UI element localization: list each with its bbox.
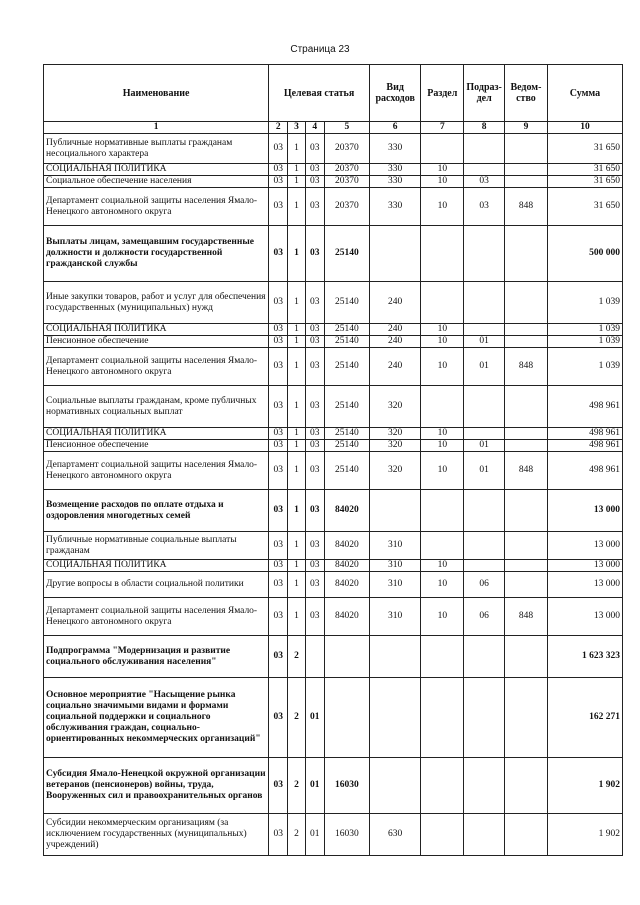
row-name-cell: Выплаты лицам, замещавшим государственные должности и должности государственной гражданской службы xyxy=(44,226,269,282)
expense-type-cell xyxy=(369,636,420,678)
target-code-cell: 03 xyxy=(269,636,288,678)
row-name-cell: Иные закупки товаров, работ и услуг для обеспечения государственных (муниципальных) нужд xyxy=(44,282,269,324)
target-code-cell: 2 xyxy=(288,636,305,678)
header-name: Наименование xyxy=(44,65,269,122)
row-name-cell: Основное мероприятие "Насыщение рынка социально значимыми видами и формами социальной поддержки и социального обслуживания граждан, социально-ориентированных некоммерческих организаций" xyxy=(44,678,269,758)
row-name-cell: Пенсионное обеспечение xyxy=(44,336,269,348)
table-row xyxy=(44,386,623,428)
column-number: 1 xyxy=(44,122,269,134)
target-code-cell: 03 xyxy=(305,452,324,490)
target-code-cell: 2 xyxy=(288,814,305,856)
target-code-cell: 1 xyxy=(288,572,305,598)
amount-cell: 162 271 xyxy=(547,678,622,758)
section-cell: 10 xyxy=(421,188,464,226)
row-name-cell: Социальное обеспечение населения xyxy=(44,176,269,188)
row-name-cell: СОЦИАЛЬНАЯ ПОЛИТИКА xyxy=(44,560,269,572)
target-code-cell: 01 xyxy=(305,758,324,814)
amount-cell: 31 650 xyxy=(547,176,622,188)
target-code-cell: 1 xyxy=(288,226,305,282)
subsection-cell xyxy=(464,324,505,336)
subsection-cell: 01 xyxy=(464,348,505,386)
target-code-cell: 84020 xyxy=(324,572,369,598)
subsection-cell xyxy=(464,814,505,856)
subsection-cell xyxy=(464,282,505,324)
target-code-cell: 03 xyxy=(269,336,288,348)
amount-cell: 13 000 xyxy=(547,490,622,532)
target-code-cell: 84020 xyxy=(324,560,369,572)
target-code-cell: 1 xyxy=(288,532,305,560)
table-row xyxy=(44,560,623,572)
target-code-cell: 03 xyxy=(305,188,324,226)
expense-type-cell: 310 xyxy=(369,598,420,636)
target-code-cell: 03 xyxy=(269,324,288,336)
target-code-cell: 01 xyxy=(305,678,324,758)
table-row xyxy=(44,226,623,282)
target-code-cell: 03 xyxy=(269,282,288,324)
target-code-cell: 20370 xyxy=(324,176,369,188)
target-code-cell: 1 xyxy=(288,188,305,226)
amount-cell: 1 039 xyxy=(547,282,622,324)
table-row xyxy=(44,452,623,490)
department-cell xyxy=(505,814,548,856)
row-name-cell: Субсидия Ямало-Ненецкой окружной организации ветеранов (пенсионеров) войны, труда, Вооруженных сил и правоохранительных органов xyxy=(44,758,269,814)
target-code-cell: 03 xyxy=(305,226,324,282)
column-number: 4 xyxy=(305,122,324,134)
target-code-cell: 25140 xyxy=(324,428,369,440)
amount-cell: 13 000 xyxy=(547,532,622,560)
target-code-cell: 03 xyxy=(305,560,324,572)
target-code-cell: 20370 xyxy=(324,164,369,176)
target-code-cell: 25140 xyxy=(324,440,369,452)
target-code-cell: 03 xyxy=(269,164,288,176)
section-cell xyxy=(421,532,464,560)
target-code-cell: 25140 xyxy=(324,336,369,348)
target-code-cell: 03 xyxy=(305,348,324,386)
amount-cell: 1 902 xyxy=(547,758,622,814)
row-name-cell: Публичные нормативные социальные выплаты гражданам xyxy=(44,532,269,560)
target-code-cell: 03 xyxy=(305,324,324,336)
department-cell xyxy=(505,134,548,164)
expense-type-cell: 330 xyxy=(369,164,420,176)
expense-type-cell: 330 xyxy=(369,134,420,164)
target-code-cell: 03 xyxy=(269,572,288,598)
target-code-cell: 84020 xyxy=(324,598,369,636)
header-expense-type: Вид расходов xyxy=(369,65,420,122)
subsection-cell: 03 xyxy=(464,188,505,226)
target-code-cell: 2 xyxy=(288,758,305,814)
target-code-cell: 03 xyxy=(269,560,288,572)
subsection-cell xyxy=(464,164,505,176)
target-code-cell: 03 xyxy=(269,490,288,532)
column-number: 2 xyxy=(269,122,288,134)
amount-cell: 498 961 xyxy=(547,386,622,428)
department-cell xyxy=(505,440,548,452)
section-cell: 10 xyxy=(421,428,464,440)
expense-type-cell: 240 xyxy=(369,282,420,324)
department-cell xyxy=(505,386,548,428)
target-code-cell: 1 xyxy=(288,176,305,188)
target-code-cell: 1 xyxy=(288,560,305,572)
table-row xyxy=(44,532,623,560)
department-cell: 848 xyxy=(505,452,548,490)
section-cell xyxy=(421,134,464,164)
row-name-cell: Подпрограмма "Модернизация и развитие социального обслуживания населения" xyxy=(44,636,269,678)
amount-cell: 31 650 xyxy=(547,134,622,164)
header-row xyxy=(44,65,623,122)
target-code-cell: 20370 xyxy=(324,134,369,164)
department-cell: 848 xyxy=(505,188,548,226)
section-cell xyxy=(421,678,464,758)
target-code-cell: 1 xyxy=(288,164,305,176)
column-number-row xyxy=(44,122,623,134)
subsection-cell: 01 xyxy=(464,440,505,452)
department-cell xyxy=(505,336,548,348)
target-code-cell: 1 xyxy=(288,134,305,164)
column-number: 8 xyxy=(464,122,505,134)
row-name-cell: Департамент социальной защиты населения Ямало-Ненецкого автономного округа xyxy=(44,348,269,386)
amount-cell: 1 902 xyxy=(547,814,622,856)
expense-type-cell: 320 xyxy=(369,386,420,428)
target-code-cell: 1 xyxy=(288,440,305,452)
expense-type-cell xyxy=(369,758,420,814)
table-row xyxy=(44,282,623,324)
target-code-cell: 03 xyxy=(305,336,324,348)
expense-type-cell: 310 xyxy=(369,572,420,598)
page-number: Страница 23 xyxy=(290,44,350,55)
amount-cell: 498 961 xyxy=(547,440,622,452)
target-code-cell: 03 xyxy=(305,176,324,188)
table-row xyxy=(44,188,623,226)
row-name-cell: Возмещение расходов по оплате отдыха и оздоровления многодетных семей xyxy=(44,490,269,532)
expense-type-cell: 310 xyxy=(369,532,420,560)
target-code-cell: 03 xyxy=(305,386,324,428)
row-name-cell: Департамент социальной защиты населения Ямало-Ненецкого автономного округа xyxy=(44,188,269,226)
target-code-cell: 03 xyxy=(305,532,324,560)
section-cell xyxy=(421,282,464,324)
expense-type-cell: 310 xyxy=(369,560,420,572)
row-name-cell: Департамент социальной защиты населения Ямало-Ненецкого автономного округа xyxy=(44,452,269,490)
target-code-cell: 03 xyxy=(305,572,324,598)
subsection-cell xyxy=(464,428,505,440)
section-cell: 10 xyxy=(421,176,464,188)
target-code-cell: 03 xyxy=(269,532,288,560)
section-cell xyxy=(421,490,464,532)
target-code-cell: 25140 xyxy=(324,386,369,428)
subsection-cell xyxy=(464,134,505,164)
subsection-cell: 06 xyxy=(464,598,505,636)
table-row xyxy=(44,176,623,188)
expense-type-cell: 240 xyxy=(369,324,420,336)
table-row xyxy=(44,490,623,532)
target-code-cell xyxy=(324,636,369,678)
target-code-cell: 20370 xyxy=(324,188,369,226)
target-code-cell: 16030 xyxy=(324,814,369,856)
expense-type-cell: 630 xyxy=(369,814,420,856)
department-cell xyxy=(505,226,548,282)
target-code-cell: 03 xyxy=(269,226,288,282)
table-row xyxy=(44,758,623,814)
table-row xyxy=(44,572,623,598)
table-row xyxy=(44,678,623,758)
department-cell xyxy=(505,282,548,324)
table-row xyxy=(44,598,623,636)
table-row xyxy=(44,428,623,440)
expense-type-cell: 330 xyxy=(369,176,420,188)
target-code-cell: 1 xyxy=(288,490,305,532)
amount-cell: 1 623 323 xyxy=(547,636,622,678)
target-code-cell: 03 xyxy=(269,428,288,440)
section-cell: 10 xyxy=(421,560,464,572)
section-cell xyxy=(421,636,464,678)
section-cell: 10 xyxy=(421,572,464,598)
target-code-cell: 03 xyxy=(305,490,324,532)
section-cell: 10 xyxy=(421,336,464,348)
target-code-cell: 84020 xyxy=(324,532,369,560)
target-code-cell: 03 xyxy=(269,348,288,386)
department-cell xyxy=(505,636,548,678)
section-cell: 10 xyxy=(421,324,464,336)
target-code-cell: 03 xyxy=(269,452,288,490)
target-code-cell: 25140 xyxy=(324,226,369,282)
target-code-cell: 25140 xyxy=(324,282,369,324)
row-name-cell: СОЦИАЛЬНАЯ ПОЛИТИКА xyxy=(44,324,269,336)
row-name-cell: Другие вопросы в области социальной политики xyxy=(44,572,269,598)
department-cell xyxy=(505,678,548,758)
expense-type-cell: 330 xyxy=(369,188,420,226)
section-cell xyxy=(421,758,464,814)
target-code-cell: 03 xyxy=(269,188,288,226)
table-row xyxy=(44,814,623,856)
department-cell xyxy=(505,164,548,176)
row-name-cell: Пенсионное обеспечение xyxy=(44,440,269,452)
header-department: Ведом-ство xyxy=(505,65,548,122)
target-code-cell: 03 xyxy=(305,134,324,164)
target-code-cell: 25140 xyxy=(324,452,369,490)
section-cell: 10 xyxy=(421,598,464,636)
target-code-cell: 03 xyxy=(269,440,288,452)
budget-table xyxy=(43,64,623,856)
target-code-cell: 25140 xyxy=(324,348,369,386)
subsection-cell xyxy=(464,758,505,814)
table-row xyxy=(44,134,623,164)
expense-type-cell: 240 xyxy=(369,348,420,386)
table-row xyxy=(44,440,623,452)
amount-cell: 1 039 xyxy=(547,336,622,348)
column-number: 10 xyxy=(547,122,622,134)
subsection-cell xyxy=(464,678,505,758)
department-cell: 848 xyxy=(505,348,548,386)
target-code-cell: 1 xyxy=(288,598,305,636)
subsection-cell xyxy=(464,386,505,428)
column-number: 3 xyxy=(288,122,305,134)
amount-cell: 1 039 xyxy=(547,324,622,336)
table-row xyxy=(44,164,623,176)
amount-cell: 498 961 xyxy=(547,452,622,490)
target-code-cell: 03 xyxy=(305,282,324,324)
target-code-cell: 03 xyxy=(269,598,288,636)
section-cell xyxy=(421,386,464,428)
subsection-cell xyxy=(464,226,505,282)
target-code-cell: 03 xyxy=(269,758,288,814)
column-number: 9 xyxy=(505,122,548,134)
department-cell: 848 xyxy=(505,598,548,636)
target-code-cell: 03 xyxy=(269,678,288,758)
header-section: Раздел xyxy=(421,65,464,122)
table-body xyxy=(44,134,623,856)
amount-cell: 13 000 xyxy=(547,572,622,598)
expense-type-cell: 320 xyxy=(369,440,420,452)
expense-type-cell xyxy=(369,226,420,282)
section-cell xyxy=(421,814,464,856)
target-code-cell: 03 xyxy=(305,428,324,440)
target-code-cell: 1 xyxy=(288,452,305,490)
row-name-cell: СОЦИАЛЬНАЯ ПОЛИТИКА xyxy=(44,164,269,176)
target-code-cell: 16030 xyxy=(324,758,369,814)
target-code-cell: 03 xyxy=(305,440,324,452)
amount-cell: 13 000 xyxy=(547,598,622,636)
section-cell: 10 xyxy=(421,440,464,452)
subsection-cell xyxy=(464,636,505,678)
row-name-cell: СОЦИАЛЬНАЯ ПОЛИТИКА xyxy=(44,428,269,440)
department-cell xyxy=(505,324,548,336)
table-row xyxy=(44,324,623,336)
column-number: 5 xyxy=(324,122,369,134)
department-cell xyxy=(505,532,548,560)
target-code-cell: 03 xyxy=(305,598,324,636)
department-cell xyxy=(505,490,548,532)
target-code-cell: 1 xyxy=(288,282,305,324)
table-row xyxy=(44,636,623,678)
subsection-cell: 03 xyxy=(464,176,505,188)
department-cell xyxy=(505,560,548,572)
target-code-cell: 01 xyxy=(305,814,324,856)
target-code-cell: 1 xyxy=(288,324,305,336)
row-name-cell: Субсидии некоммерческим организациям (за исключением государственных (муниципальных) учреждений) xyxy=(44,814,269,856)
amount-cell: 31 650 xyxy=(547,164,622,176)
department-cell xyxy=(505,428,548,440)
amount-cell: 31 650 xyxy=(547,188,622,226)
target-code-cell xyxy=(305,636,324,678)
expense-type-cell: 320 xyxy=(369,452,420,490)
column-number: 6 xyxy=(369,122,420,134)
target-code-cell: 1 xyxy=(288,428,305,440)
target-code-cell: 03 xyxy=(305,164,324,176)
header-subsection: Подраз-дел xyxy=(464,65,505,122)
expense-type-cell: 240 xyxy=(369,336,420,348)
subsection-cell: 01 xyxy=(464,452,505,490)
expense-type-cell: 320 xyxy=(369,428,420,440)
table-row xyxy=(44,336,623,348)
subsection-cell xyxy=(464,532,505,560)
table-row xyxy=(44,348,623,386)
expense-type-cell xyxy=(369,678,420,758)
row-name-cell: Публичные нормативные выплаты гражданам несоциального характера xyxy=(44,134,269,164)
department-cell xyxy=(505,176,548,188)
target-code-cell: 25140 xyxy=(324,324,369,336)
target-code-cell: 03 xyxy=(269,814,288,856)
amount-cell: 13 000 xyxy=(547,560,622,572)
header-amount: Сумма xyxy=(547,65,622,122)
amount-cell: 498 961 xyxy=(547,428,622,440)
target-code-cell: 1 xyxy=(288,336,305,348)
subsection-cell: 06 xyxy=(464,572,505,598)
section-cell xyxy=(421,226,464,282)
target-code-cell: 03 xyxy=(269,134,288,164)
subsection-cell xyxy=(464,490,505,532)
target-code-cell: 03 xyxy=(269,176,288,188)
department-cell xyxy=(505,758,548,814)
expense-type-cell xyxy=(369,490,420,532)
section-cell: 10 xyxy=(421,348,464,386)
column-number: 7 xyxy=(421,122,464,134)
row-name-cell: Департамент социальной защиты населения Ямало-Ненецкого автономного округа xyxy=(44,598,269,636)
target-code-cell: 1 xyxy=(288,386,305,428)
subsection-cell: 01 xyxy=(464,336,505,348)
target-code-cell: 84020 xyxy=(324,490,369,532)
subsection-cell xyxy=(464,560,505,572)
amount-cell: 1 039 xyxy=(547,348,622,386)
target-code-cell: 03 xyxy=(269,386,288,428)
row-name-cell: Социальные выплаты гражданам, кроме публичных нормативных социальных выплат xyxy=(44,386,269,428)
header-target-article: Целевая статья xyxy=(269,65,370,122)
section-cell: 10 xyxy=(421,452,464,490)
target-code-cell xyxy=(324,678,369,758)
target-code-cell: 2 xyxy=(288,678,305,758)
amount-cell: 500 000 xyxy=(547,226,622,282)
section-cell: 10 xyxy=(421,164,464,176)
target-code-cell: 1 xyxy=(288,348,305,386)
department-cell xyxy=(505,572,548,598)
